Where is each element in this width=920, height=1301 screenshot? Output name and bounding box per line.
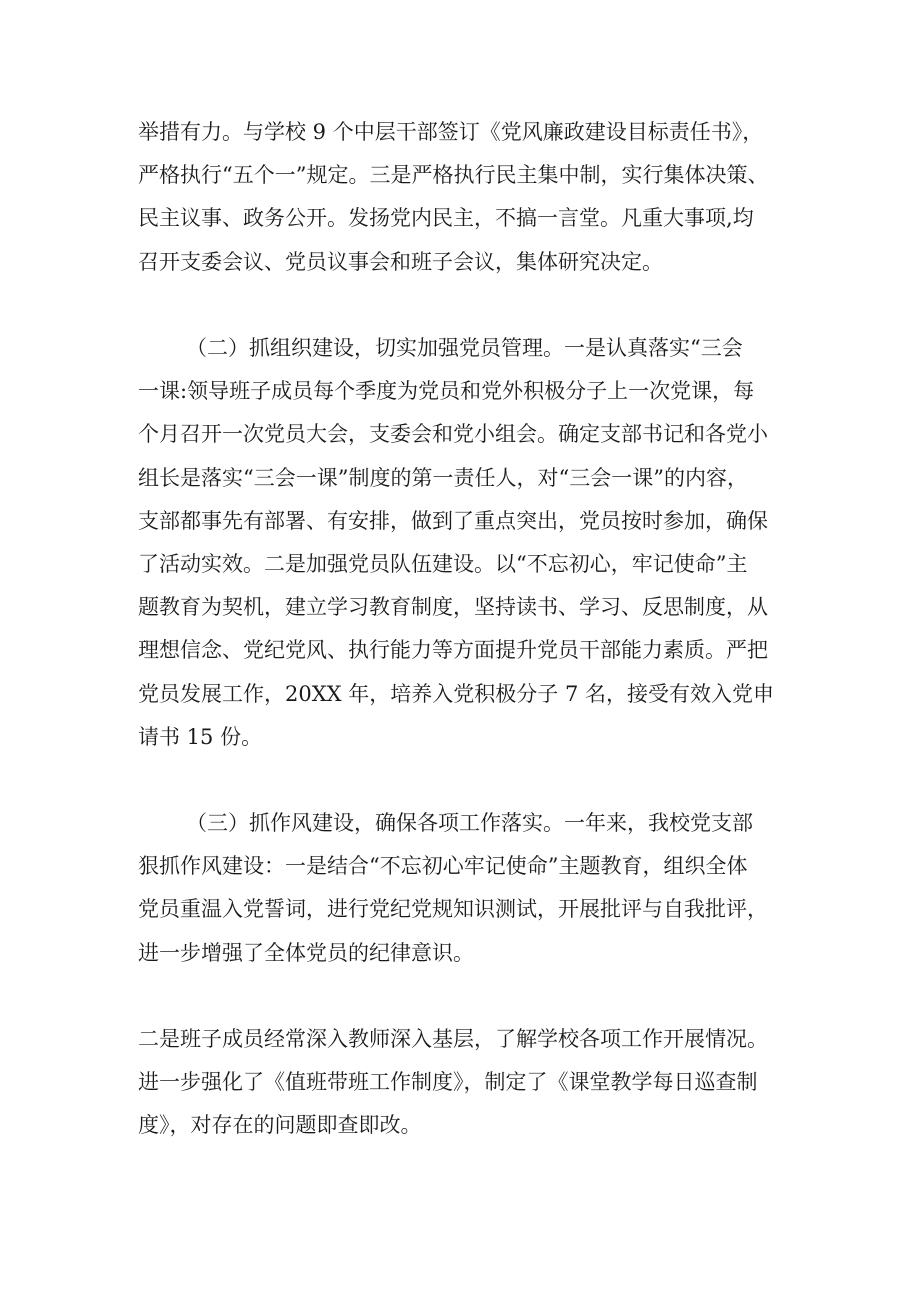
text-line: 题教育为契机，建立学习教育制度，坚持读书、学习、反思制度，从 [138, 595, 768, 619]
text-line: 严格执行“五个一”规定。三是严格执行民主集中制，实行集体决策、 [138, 163, 769, 187]
text-line: 举措有力。与学校 9 个中层干部签订《党风廉政建设目标责任书》， [138, 120, 764, 144]
text-line: 理想信念、党纪党风、执行能力等方面提升党员干部能力素质。严把 [138, 638, 768, 662]
text-line: 进一步强化了《值班带班工作制度》，制定了《课堂教学每日巡查制 [138, 1070, 758, 1094]
text-line: 组长是落实“三会一课”制度的第一责任人，对“三会一课”的内容， [138, 466, 748, 490]
text-line: 支部都事先有部署、有安排，做到了重点突出，党员按时参加，确保 [138, 509, 768, 533]
text-line: 请书 15 份。 [138, 725, 263, 749]
text-line: 二是班子成员经常深入教师深入基层，了解学校各项工作开展情况。 [138, 1027, 768, 1051]
text-line: （二）抓组织建设，切实加强党员管理。一是认真落实“三会 [186, 336, 743, 360]
text-line: 进一步增强了全体党员的纪律意识。 [138, 941, 474, 965]
text-line: 了活动实效。二是加强党员队伍建设。以“不忘初心，牢记使命”主 [138, 552, 748, 576]
text-line: 民主议事、政务公开。发扬党内民主，不搞一言堂。凡重大事项,均 [138, 206, 754, 230]
text-line: 度》，对存在的问题即查即改。 [138, 1113, 422, 1137]
text-line: （三）抓作风建设，确保各项工作落实。一年来，我校党支部 [186, 811, 753, 835]
text-line: 党员重温入党誓词，进行党纪党规知识测试，开展批评与自我批评， [138, 897, 768, 921]
text-line: 召开支委会议、党员议事会和班子会议，集体研究决定。 [138, 250, 663, 274]
text-line: 党员发展工作，20XX 年，培养入党积极分子 7 名，接受有效入党申 [138, 682, 775, 706]
text-line: 一课:领导班子成员每个季度为党员和党外积极分子上一次党课，每 [138, 379, 755, 403]
text-line: 个月召开一次党员大会，支委会和党小组会。确定支部书记和各党小 [138, 422, 768, 446]
text-line: 狠抓作风建设：一是结合“不忘初心牢记使命”主题教育，组织全体 [138, 854, 748, 878]
